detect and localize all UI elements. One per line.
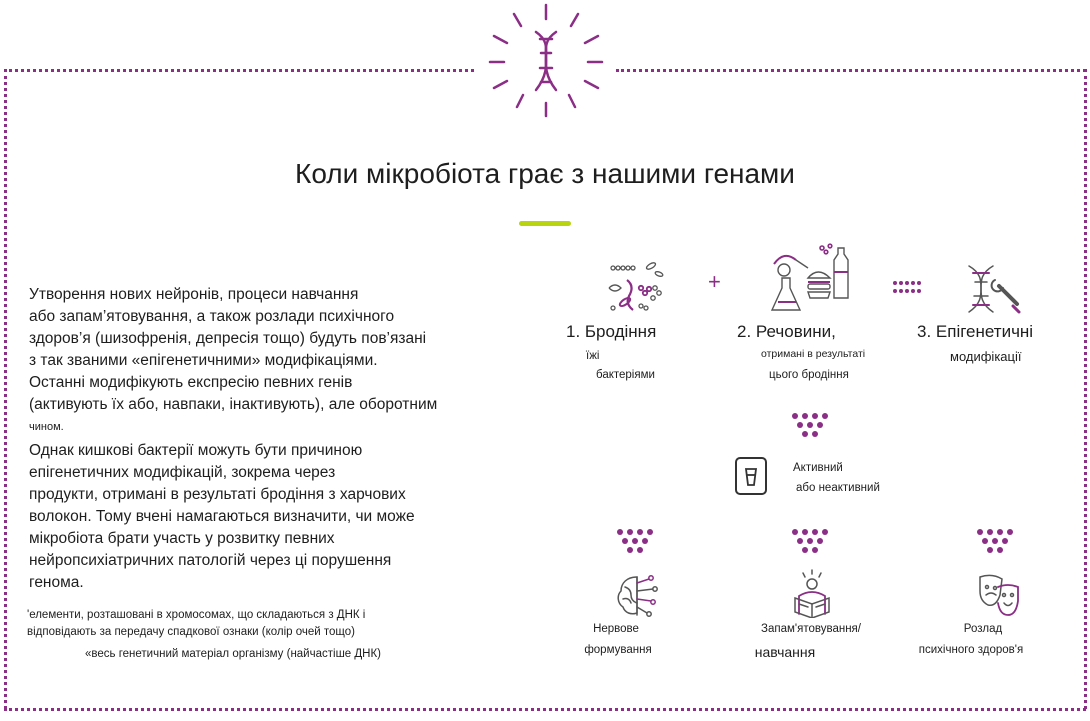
outcome-label: Розлад [963,623,1003,635]
dots-triangle-icon [791,412,831,440]
paragraph-1-line: Останні модифікують експресію певних генів [29,374,353,391]
dots-triangle-icon [791,528,831,556]
paragraph-2-line: епігенетичних модифікацій, зокрема через [29,464,336,481]
theater-masks-icon [976,573,1022,617]
paragraph-2-line: нейропсихіатричних патологій через ці порушення [29,552,392,569]
outcome-label: навчання [754,644,816,660]
frame-top-right [616,69,1086,72]
paragraph-1 [29,284,499,438]
step-2-title: 2. Речовини, [737,322,836,341]
paragraph-1-line: здоров’я (шизофренія, депресія тощо) будуть пов’язані [29,330,427,347]
frame-top-left [4,69,474,72]
frame-bottom [4,708,1086,711]
paragraph-1-line: (активують їх або, навпаки, інактивують), але оборотним [29,396,438,413]
dna-wrench-icon [963,262,1027,318]
step-2-sub: отримані в результаті [761,348,866,360]
switch-icon [734,456,768,496]
page-title: Коли мікробіота грає з нашими генами [295,158,795,189]
dots-triangle-icon [976,528,1016,556]
step-1-sub: бактеріями [596,369,655,381]
footnote-1 [27,607,447,641]
paragraph-2-line: волокон. Тому вчені намагаються визначити, чи може [29,508,415,525]
step-3-title: 3. Епігенетичні [917,322,1034,341]
paragraph-2-line: мікробіота брати участь у розвитку певних [29,530,335,547]
paragraph-2 [29,440,499,594]
dna-burst-icon [488,2,604,118]
paragraph-1-line: Утворення нових нейронів, процеси навчання [29,286,359,303]
outcome-label: Нервове [593,623,639,635]
dots-triangle-icon [616,528,656,556]
paragraph-1-line: з так званими «епігенетичними» модифікаціями. [29,352,378,369]
footnote-1-line: 'елементи, розташовані в хромосомах, що складаються з ДНК і [27,609,366,621]
step-2-sub: цього бродіння [769,369,849,381]
switch-label: або неактивний [796,482,880,494]
brain-icon [615,573,661,619]
paragraph-1-last: чином. [29,421,64,433]
switch-label: Активний [793,462,843,474]
paragraph-2-line: генома. [29,574,84,591]
lab-food-icon [768,242,854,318]
reading-person-icon [789,568,835,618]
step-1-title: 1. Бродіння [566,322,657,341]
dot-arrow-icon [892,279,922,299]
step-1-sub: їжі [586,350,600,362]
footnote-2: «весь генетичний матеріал організму (найчастіше ДНК) [85,648,382,660]
outcome-label: формування [584,644,652,656]
paragraph-1-line: або запам’ятовування, а також розлади психічного [29,308,395,325]
bacteria-icon [605,258,667,318]
outcome-label: психічного здоров'я [918,644,1024,656]
step-3-sub: модифікації [950,349,1022,364]
paragraph-2-line: продукти, отримані в результаті бродіння з харчових [29,486,406,503]
paragraph-2-line: Однак кишкові бактерії можуть бути причиною [29,442,363,459]
outcome-label: Запам'ятовування/ [761,623,861,635]
plus-sign: + [708,269,721,294]
title-accent-underline [519,221,571,226]
footnote-1-line: відповідають за передачу спадкової ознаки (колір очей тощо) [27,626,355,638]
